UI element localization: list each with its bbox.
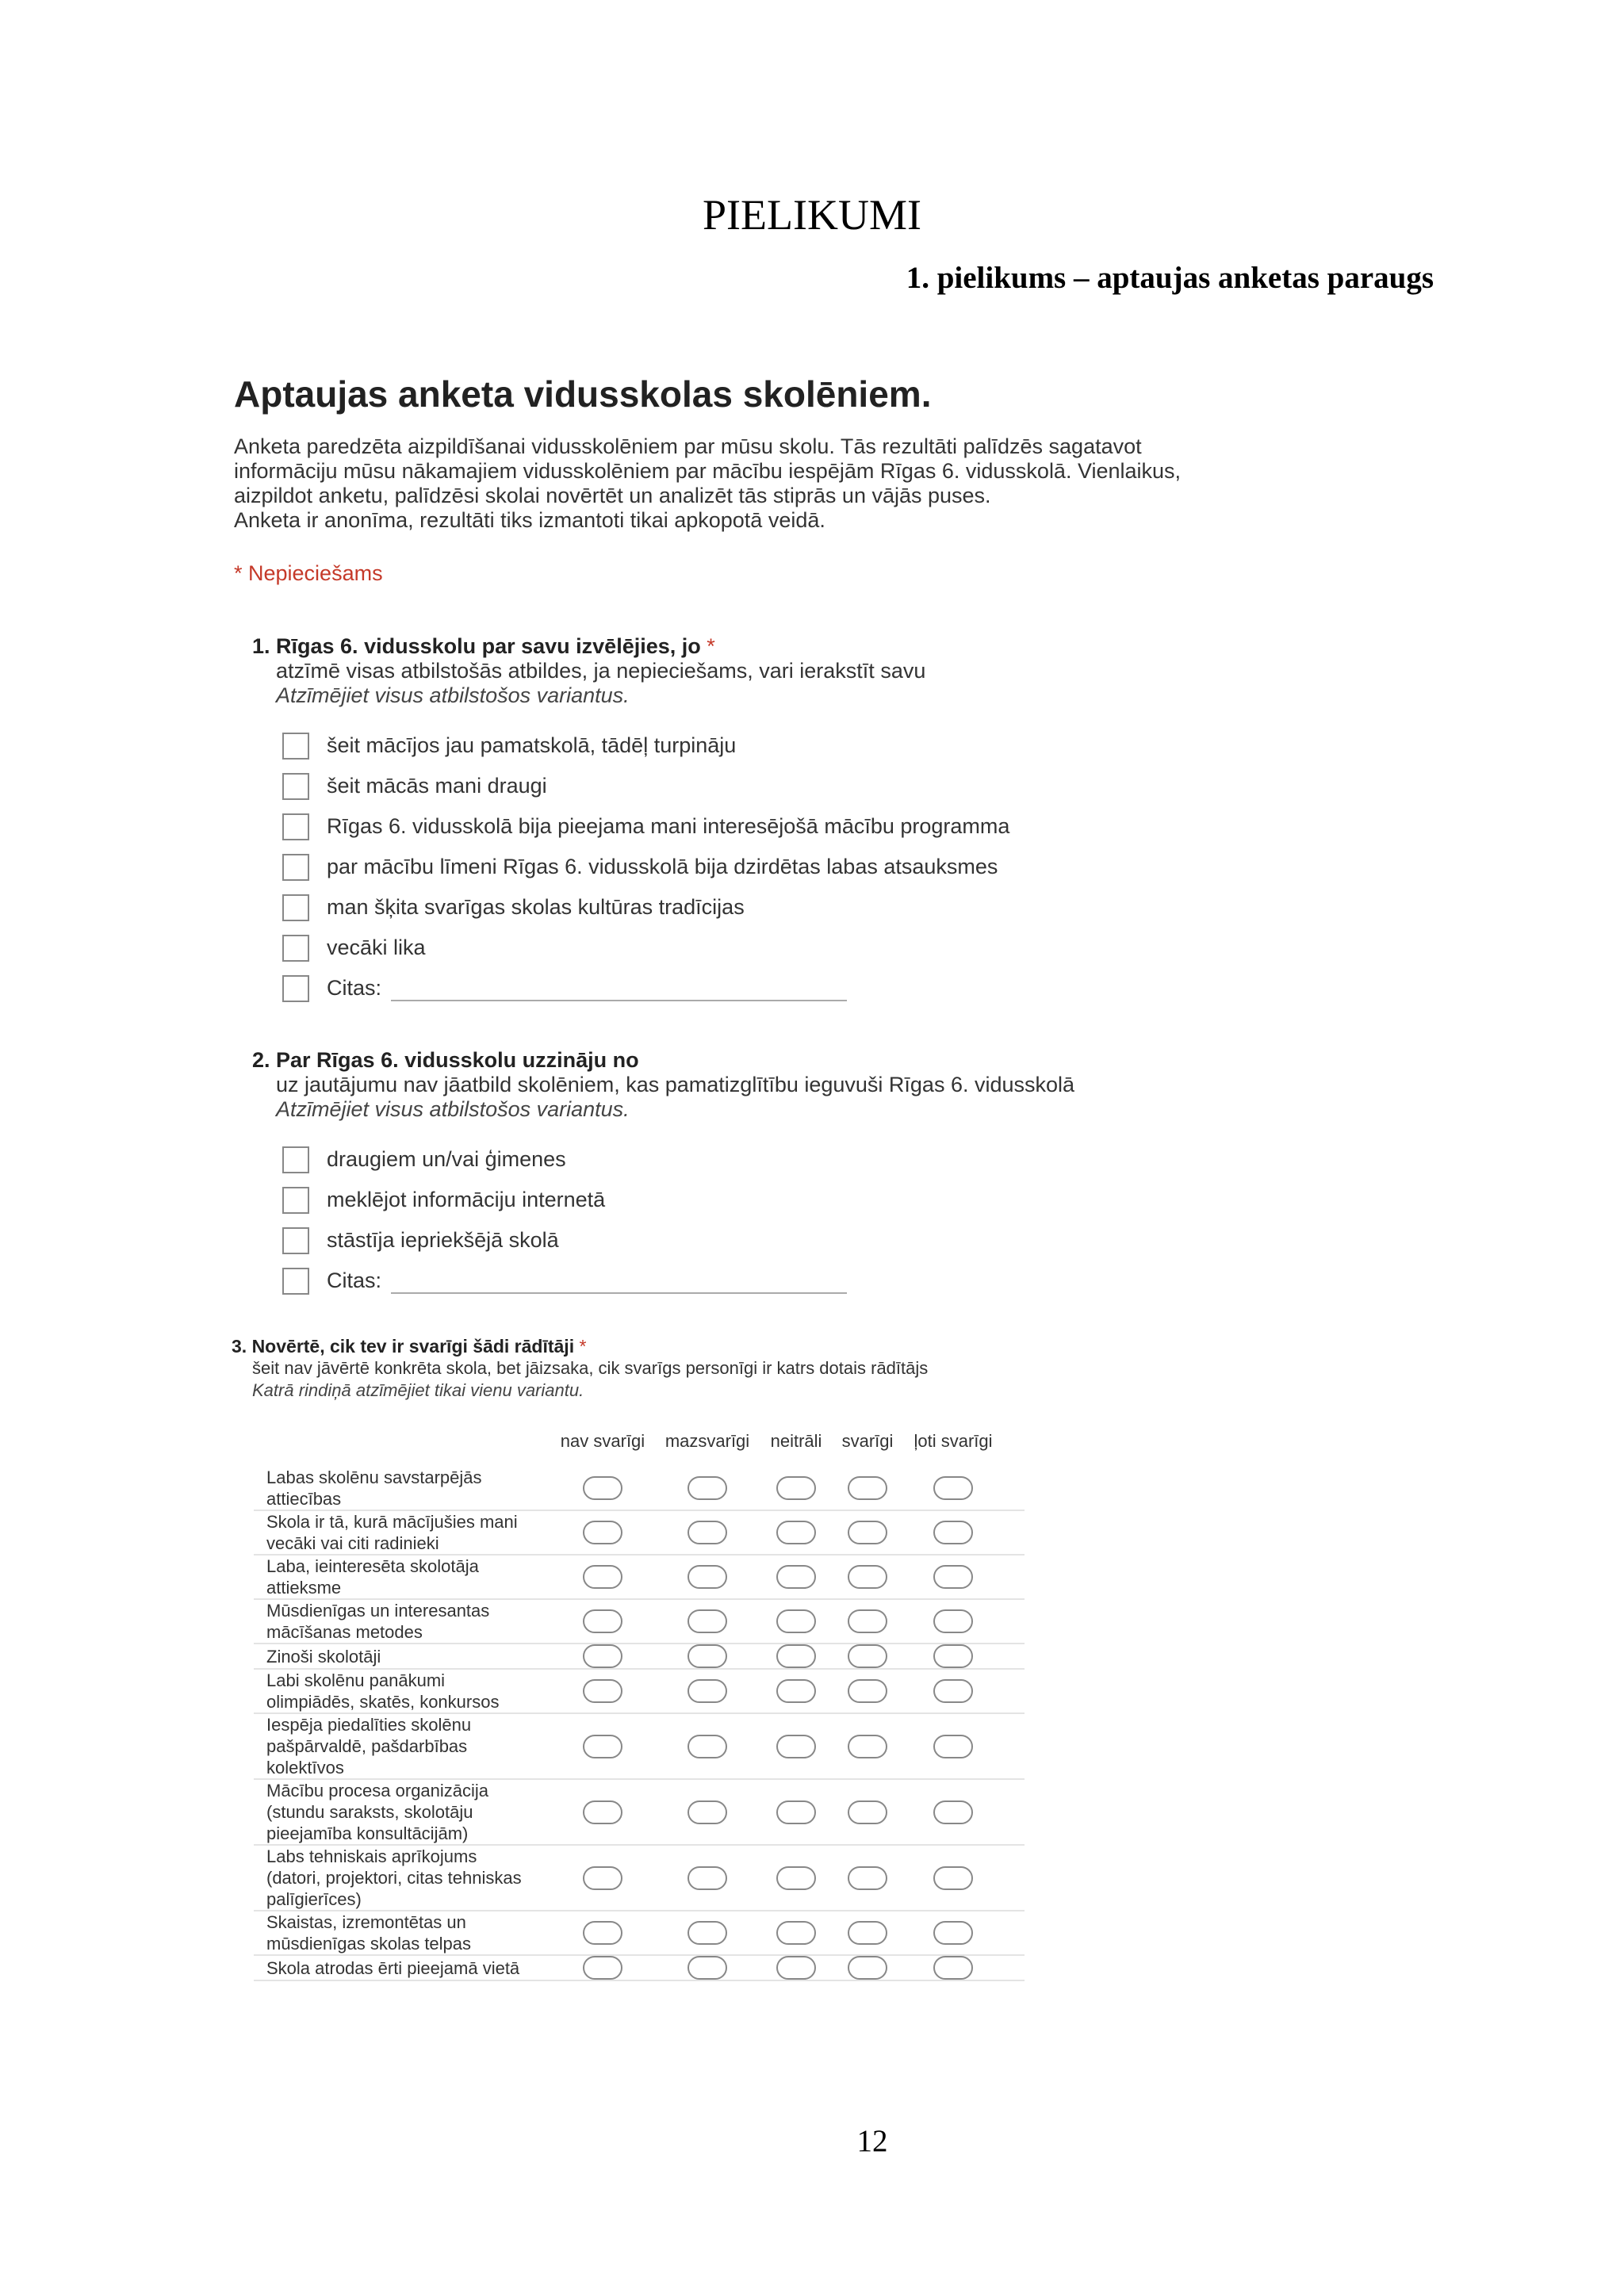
grid-row-label <box>254 1511 547 1554</box>
grid-row-label-line: mūsdienīgas skolas telpas <box>266 1934 472 1954</box>
form-intro <box>234 434 1344 533</box>
question-help: uz jautājumu nav jāatbild skolēniem, kas pamatizglītību ieguvuši Rīgas 6. vidusskolā <box>276 1073 1075 1096</box>
grid-radio-button[interactable] <box>933 1921 973 1945</box>
grid-row-label-line: Laba, ieinteresēta skolotāja <box>266 1556 479 1576</box>
grid-row-label-line: vecāki vai citi radinieki <box>266 1533 439 1553</box>
grid-radio-button[interactable] <box>688 1735 727 1758</box>
grid-row-label <box>254 1957 547 1979</box>
grid-row-label <box>254 1646 547 1667</box>
intro-line: aizpildot anketu, palīdzēsi skolai novērtēt un analizēt tās stiprās un vājās puses. <box>234 484 991 507</box>
checkbox[interactable] <box>282 813 309 840</box>
grid-row-label <box>254 1670 547 1712</box>
grid-row <box>254 1911 1025 1956</box>
grid-radio-button[interactable] <box>688 1521 727 1544</box>
grid-column-header: mazsvarīgi <box>665 1431 750 1451</box>
grid-radio-button[interactable] <box>776 1521 816 1544</box>
checkbox[interactable] <box>282 773 309 800</box>
grid-radio-button[interactable] <box>933 1476 973 1500</box>
grid-radio-button[interactable] <box>848 1609 887 1633</box>
grid-row-label-line: Skaistas, izremontētas un <box>266 1912 466 1932</box>
checkbox-option[interactable] <box>282 766 1009 806</box>
grid-row-label-line: (stundu saraksts, skolotāju <box>266 1802 473 1822</box>
grid-row-label <box>254 1556 547 1598</box>
option-label: Citas: <box>327 1269 382 1292</box>
checkbox-option[interactable] <box>282 1220 1074 1261</box>
grid-row-label-line: olimpiādēs, skatēs, konkursos <box>266 1692 500 1712</box>
checkbox-option[interactable] <box>282 1139 1074 1180</box>
grid-radio-button[interactable] <box>583 1609 622 1633</box>
grid-column-header: svarīgi <box>841 1431 894 1451</box>
grid-radio-button[interactable] <box>933 1800 973 1824</box>
grid-row-label-line: pieejamība konsultācijām) <box>266 1823 469 1843</box>
grid-row-label <box>254 1780 547 1844</box>
option-label: šeit mācās mani draugi <box>327 774 547 798</box>
grid-radio-button[interactable] <box>583 1800 622 1824</box>
survey-form-header <box>234 373 1344 586</box>
checkbox[interactable] <box>282 975 309 1002</box>
option-label: meklējot informāciju internetā <box>327 1188 606 1211</box>
intro-line: Anketa paredzēta aizpildīšanai vidusskolēniem par mūsu skolu. Tās rezultāti palīdzēs sagatavot <box>234 434 1142 458</box>
grid-radio-button[interactable] <box>688 1476 727 1500</box>
grid-radio-button[interactable] <box>688 1644 727 1668</box>
grid-radio-button[interactable] <box>776 1956 816 1980</box>
grid-radio-button[interactable] <box>583 1476 622 1500</box>
grid-row-label-line: kolektīvos <box>266 1758 344 1777</box>
grid-row <box>254 1511 1025 1556</box>
grid-column-header: neitrāli <box>770 1431 822 1451</box>
grid-radio-button[interactable] <box>848 1735 887 1758</box>
intro-line: informāciju mūsu nākamajiem vidusskolēniem par mācību iespējām Rīgas 6. vidusskolā. Vienlaikus, <box>234 459 1182 483</box>
grid-radio-button[interactable] <box>848 1521 887 1544</box>
page-number: 12 <box>856 2124 888 2158</box>
grid-row-label-line: Labas skolēnu savstarpējās <box>266 1468 482 1487</box>
grid-row-label-line: Labi skolēnu panākumi <box>266 1670 446 1690</box>
checkbox[interactable] <box>282 854 309 881</box>
grid-row <box>254 1556 1025 1600</box>
grid-row-label-line: Skola ir tā, kurā mācījušies mani <box>266 1512 518 1532</box>
option-label: Citas: <box>327 976 382 1000</box>
grid-radio-button[interactable] <box>688 1800 727 1824</box>
grid-row-label-line: mācīšanas metodes <box>266 1622 423 1642</box>
grid-row-label <box>254 1714 547 1778</box>
question-2 <box>252 1048 1074 1301</box>
grid-radio-button[interactable] <box>933 1565 973 1589</box>
grid-radio-button[interactable] <box>583 1735 622 1758</box>
checkbox-option[interactable] <box>282 725 1009 766</box>
grid-radio-button[interactable] <box>583 1956 622 1980</box>
question-title: 2. Par Rīgas 6. vidusskolu uzzināju no <box>252 1048 639 1072</box>
grid-radio-button[interactable] <box>848 1644 887 1668</box>
grid-row-label-line: Mācību procesa organizācija <box>266 1781 489 1800</box>
grid-radio-button[interactable] <box>583 1565 622 1589</box>
grid-column-header: nav svarīgi <box>560 1431 645 1451</box>
grid-radio-button[interactable] <box>688 1921 727 1945</box>
option-label: par mācību līmeni Rīgas 6. vidusskolā bija dzirdētas labas atsauksmes <box>327 855 998 878</box>
grid-radio-button[interactable] <box>776 1800 816 1824</box>
checkbox-option[interactable] <box>282 887 1009 928</box>
grid-radio-button[interactable] <box>688 1956 727 1980</box>
grid-row <box>254 1846 1025 1911</box>
option-label: man šķita svarīgas skolas kultūras tradīcijas <box>327 895 745 919</box>
grid-row <box>254 1780 1025 1846</box>
grid-radio-button[interactable] <box>933 1679 973 1703</box>
options-list <box>282 1139 1074 1301</box>
question-hint: Atzīmējiet visus atbilstošos variantus. <box>276 1097 630 1121</box>
grid-row-label <box>254 1846 547 1910</box>
grid-rows <box>254 1467 1025 1981</box>
grid-row <box>254 1600 1025 1644</box>
question-help: atzīmē visas atbilstošās atbildes, ja nepieciešams, vari ierakstīt savu <box>276 659 926 683</box>
grid-row-label-line: Iespēja piedalīties skolēnu <box>266 1715 472 1735</box>
grid-row-label-line: attiecības <box>266 1489 342 1509</box>
grid-column-headers <box>232 1431 1025 1455</box>
grid-radio-button[interactable] <box>848 1866 887 1890</box>
option-label: šeit mācījos jau pamatskolā, tādēļ turpināju <box>327 733 737 757</box>
grid-radio-button[interactable] <box>848 1800 887 1824</box>
grid-radio-button[interactable] <box>776 1921 816 1945</box>
grid-radio-button[interactable] <box>776 1565 816 1589</box>
page-title: PIELIKUMI <box>703 191 921 239</box>
grid-radio-button[interactable] <box>583 1921 622 1945</box>
appendix-subtitle: 1. pielikums – aptaujas anketas paraugs <box>906 261 1434 295</box>
grid-radio-button[interactable] <box>776 1735 816 1758</box>
grid-radio-button[interactable] <box>848 1476 887 1500</box>
grid-radio-button[interactable] <box>776 1476 816 1500</box>
grid-row-label-line: Labs tehniskais aprīkojums <box>266 1846 477 1866</box>
options-list <box>282 725 1009 1008</box>
grid-radio-button[interactable] <box>848 1956 887 1980</box>
grid-radio-button[interactable] <box>583 1644 622 1668</box>
other-text-input[interactable] <box>391 1269 847 1294</box>
option-label: Rīgas 6. vidusskolā bija pieejama mani interesējošā mācību programma <box>327 814 1010 838</box>
grid-radio-button[interactable] <box>583 1521 622 1544</box>
form-title: Aptaujas anketa vidusskolas skolēniem. <box>234 373 932 415</box>
grid-radio-button[interactable] <box>583 1866 622 1890</box>
checkbox[interactable] <box>282 1268 309 1295</box>
checkbox-option[interactable] <box>282 806 1009 847</box>
grid-radio-button[interactable] <box>688 1565 727 1589</box>
grid-radio-button[interactable] <box>776 1644 816 1668</box>
grid-radio-button[interactable] <box>583 1679 622 1703</box>
grid-radio-button[interactable] <box>933 1956 973 1980</box>
grid-row-label <box>254 1911 547 1954</box>
grid-row <box>254 1670 1025 1714</box>
question-3 <box>232 1336 1025 1978</box>
checkbox-option[interactable] <box>282 928 1009 968</box>
option-label: draugiem un/vai ģimenes <box>327 1147 566 1171</box>
checkbox[interactable] <box>282 1227 309 1254</box>
grid-radio-button[interactable] <box>933 1735 973 1758</box>
grid-column-header: ļoti svarīgi <box>914 1431 993 1451</box>
checkbox[interactable] <box>282 733 309 760</box>
grid-radio-button[interactable] <box>776 1609 816 1633</box>
checkbox[interactable] <box>282 894 309 921</box>
grid-row-label <box>254 1467 547 1510</box>
question-hint: Atzīmējiet visus atbilstošos variantus. <box>276 683 630 707</box>
grid-radio-button[interactable] <box>933 1644 973 1668</box>
grid-radio-button[interactable] <box>848 1921 887 1945</box>
required-note: * Nepieciešams <box>234 561 383 585</box>
grid-radio-button[interactable] <box>688 1609 727 1633</box>
grid-row-label-line: pašpārvaldē, pašdarbības <box>266 1736 468 1756</box>
grid-radio-button[interactable] <box>933 1609 973 1633</box>
grid-row-label-line: Zinoši skolotāji <box>266 1646 381 1667</box>
question-1 <box>252 634 1009 1008</box>
other-text-input[interactable] <box>391 976 847 1001</box>
checkbox[interactable] <box>282 1146 309 1173</box>
grid-row-label <box>254 1600 547 1643</box>
option-label: vecāki lika <box>327 936 426 959</box>
grid-row <box>254 1956 1025 1981</box>
grid-row-label-line: Mūsdienīgas un interesantas <box>266 1601 490 1621</box>
question-title: 1. Rīgas 6. vidusskolu par savu izvēlējies, jo * <box>252 634 715 658</box>
checkbox-option[interactable] <box>282 1180 1074 1220</box>
grid-row-label-line: (datori, projektori, citas tehniskas <box>266 1868 522 1888</box>
grid-radio-button[interactable] <box>933 1866 973 1890</box>
grid-radio-button[interactable] <box>688 1679 727 1703</box>
grid-radio-button[interactable] <box>776 1866 816 1890</box>
checkbox[interactable] <box>282 1187 309 1214</box>
grid-row <box>254 1467 1025 1511</box>
intro-line: Anketa ir anonīma, rezultāti tiks izmantoti tikai apkopotā veidā. <box>234 508 825 532</box>
checkbox-option[interactable] <box>282 847 1009 887</box>
required-star: * <box>579 1336 587 1357</box>
grid-row-label-line: Skola atrodas ērti pieejamā vietā <box>266 1957 520 1978</box>
question-title: 3. Novērtē, cik tev ir svarīgi šādi rādītāji * <box>232 1336 587 1357</box>
question-help: šeit nav jāvērtē konkrēta skola, bet jāizsaka, cik svarīgs personīgi ir katrs dotais rādītājs <box>252 1358 929 1378</box>
grid-row-label-line: palīgierīces) <box>266 1889 362 1909</box>
question-hint: Katrā rindiņā atzīmējiet tikai vienu variantu. <box>252 1380 584 1400</box>
grid-radio-button[interactable] <box>848 1565 887 1589</box>
grid-radio-button[interactable] <box>848 1679 887 1703</box>
grid-radio-button[interactable] <box>933 1521 973 1544</box>
required-star: * <box>707 634 715 658</box>
checkbox-option-other[interactable] <box>282 1261 1074 1301</box>
option-label: stāstīja iepriekšējā skolā <box>327 1228 559 1252</box>
checkbox[interactable] <box>282 935 309 962</box>
grid-radio-button[interactable] <box>688 1866 727 1890</box>
grid-row-label-line: attieksme <box>266 1578 342 1598</box>
grid-row <box>254 1644 1025 1670</box>
grid-row <box>254 1714 1025 1780</box>
checkbox-option-other[interactable] <box>282 968 1009 1008</box>
grid-radio-button[interactable] <box>776 1679 816 1703</box>
